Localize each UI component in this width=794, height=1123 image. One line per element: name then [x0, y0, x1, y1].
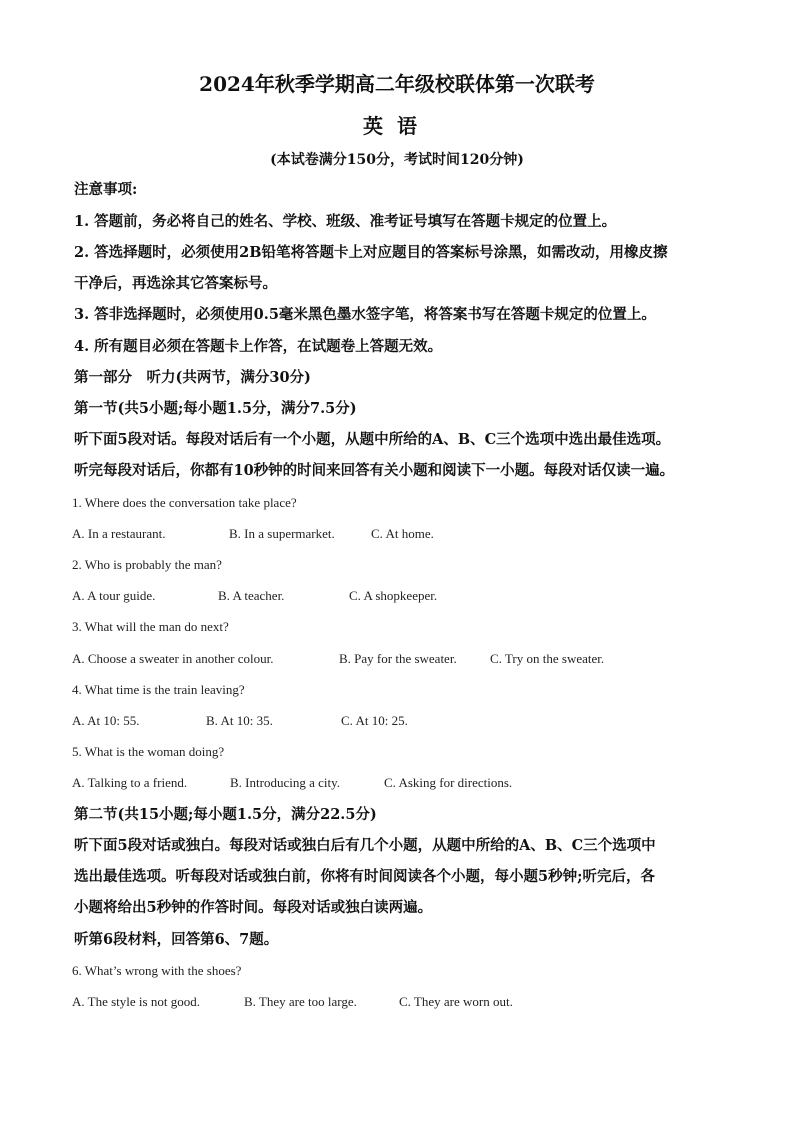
option-c: C. A shopkeeper.	[349, 588, 438, 603]
notes-item: 2. 答选择题时，必须使用2B铅笔将答题卡上对应题目的答案标号涂黑，如需改动，用橡皮擦	[74, 244, 668, 261]
exam-title: 2024年秋季学期高二年级校联体第一次联考	[199, 72, 595, 96]
option-c: C. At home.	[371, 526, 434, 541]
question-text: 6. What’s wrong with the shoes?	[72, 963, 242, 978]
option-b: B. In a supermarket.	[229, 526, 335, 541]
section2-instruction: 小题将给出5秒钟的作答时间。每段对话或独白读两遍。	[74, 899, 433, 916]
option-b: B. At 10: 35.	[206, 713, 273, 728]
question-text: 3. What will the man do next?	[72, 619, 229, 634]
exam-info: (本试卷满分150分，考试时间120分钟)	[270, 152, 524, 168]
section1-heading: 第一节(共5小题;每小题1.5分，满分7.5分)	[74, 400, 357, 417]
section1-instruction: 听下面5段对话。每段对话后有一个小题，从题中所给的A、B、C三个选项中选出最佳选项。	[74, 431, 671, 448]
option-b: B. Introducing a city.	[230, 775, 340, 790]
question-text: 1. Where does the conversation take place?	[72, 495, 297, 510]
material-heading: 听第6段材料，回答第6、7题。	[74, 931, 279, 948]
section2-heading: 第二节(共15小题;每小题1.5分，满分22.5分)	[74, 806, 377, 823]
part1-heading: 第一部分 听力(共两节，满分30分)	[74, 369, 311, 386]
notes-item: 干净后，再选涂其它答案标号。	[74, 275, 277, 292]
option-b: B. They are too large.	[244, 994, 357, 1009]
question-text: 4. What time is the train leaving?	[72, 682, 245, 697]
option-a: A. At 10: 55.	[72, 713, 140, 728]
option-a: A. Choose a sweater in another colour.	[72, 651, 274, 666]
section2-instruction: 听下面5段对话或独白。每段对话或独白后有几个小题，从题中所给的A、B、C三个选项中	[74, 837, 656, 854]
option-a: A. Talking to a friend.	[72, 775, 188, 790]
notes-item: 3. 答非选择题时，必须使用0.5毫米黑色墨水签字笔，将答案书写在答题卡规定的位置上。	[74, 306, 656, 323]
option-c: C. Try on the sweater.	[490, 651, 605, 666]
question-text: 5. What is the woman doing?	[72, 744, 225, 759]
option-b: B. Pay for the sweater.	[339, 651, 457, 666]
option-b: B. A teacher.	[218, 588, 285, 603]
section2-instruction: 选出最佳选项。听每段对话或独白前，你将有时间阅读各个小题，每小题5秒钟;听完后，各	[74, 868, 655, 885]
option-a: A. In a restaurant.	[72, 526, 166, 541]
notes-item: 1. 答题前，务必将自己的姓名、学校、班级、准考证号填写在答题卡规定的位置上。	[74, 213, 617, 230]
option-c: C. At 10: 25.	[341, 713, 408, 728]
notes-heading: 注意事项:	[74, 181, 138, 198]
option-a: A. The style is not good.	[72, 994, 200, 1009]
option-c: C. They are worn out.	[399, 994, 513, 1009]
question-text: 2. Who is probably the man?	[72, 557, 222, 572]
option-c: C. Asking for directions.	[384, 775, 513, 790]
subject-title: 英语	[363, 114, 431, 138]
option-a: A. A tour guide.	[72, 588, 156, 603]
notes-item: 4. 所有题目必须在答题卡上作答，在试题卷上答题无效。	[74, 338, 443, 355]
section1-instruction: 听完每段对话后，你都有10秒钟的时间来回答有关小题和阅读下一小题。每段对话仅读一遍。	[74, 462, 675, 479]
